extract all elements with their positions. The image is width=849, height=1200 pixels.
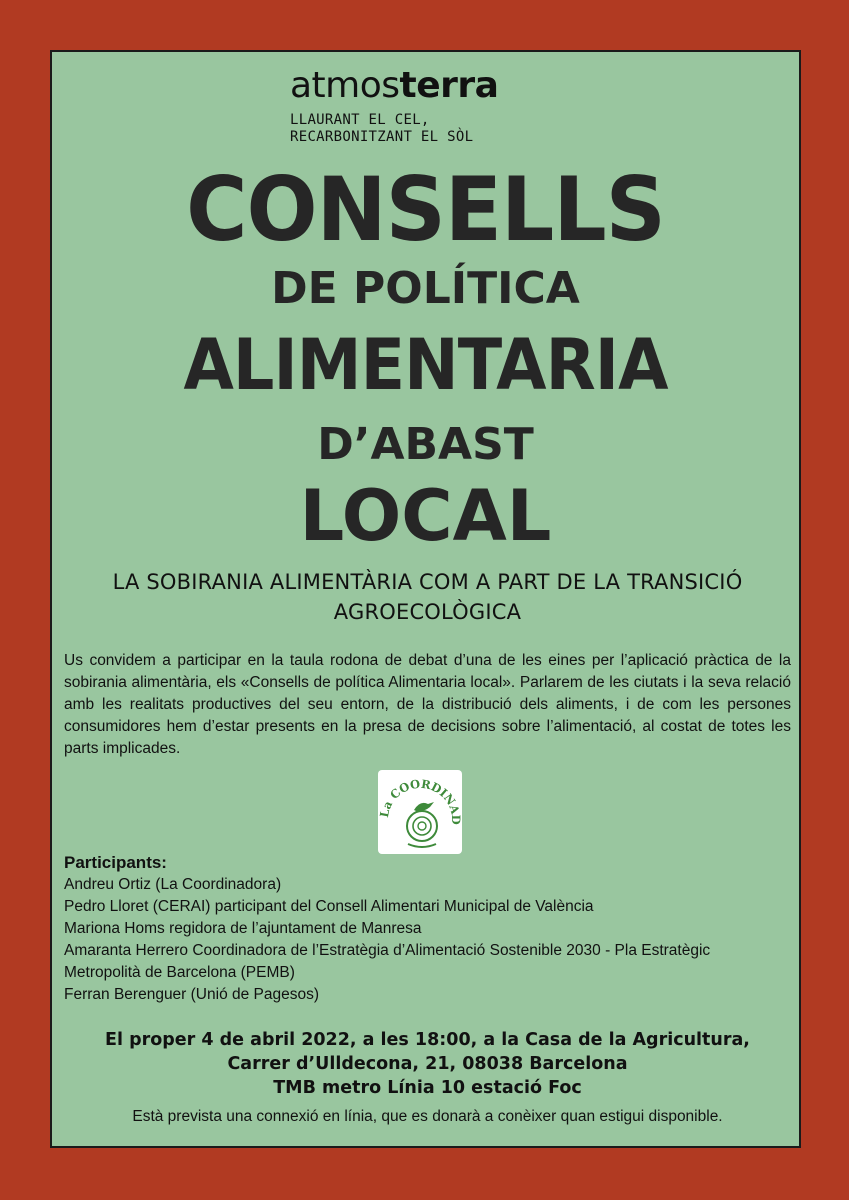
atmosterra-logo	[290, 66, 498, 106]
poster-panel	[50, 50, 801, 1148]
seal-text: La COORDINAD	[378, 776, 462, 825]
participant-item: Mariona Homs regidora de l’ajuntament de Manresa	[64, 920, 422, 937]
participants-list	[64, 874, 791, 1006]
title-line-4: D’ABAST	[317, 419, 534, 470]
coordinadora-seal-graphic	[378, 770, 462, 854]
title-line-5: LOCAL	[299, 475, 552, 557]
title-line-2: DE POLÍTICA	[271, 263, 580, 314]
participants-heading: Participants:	[64, 853, 167, 872]
event-line-3: TMB metro Línia 10 estació Foc	[273, 1078, 582, 1098]
coordinadora-seal-icon	[378, 770, 462, 854]
participant-item: Pedro Lloret (CERAI) participant del Consell Alimentari Municipal de València	[64, 898, 594, 915]
subtitle	[62, 567, 793, 627]
event-line-2: Carrer d’Ulldecona, 21, 08038 Barcelona	[227, 1054, 628, 1074]
tagline-line-1: LLAURANT EL CEL,	[290, 112, 430, 128]
event-line-1: El proper 4 de abril 2022, a les 18:00, a la Casa de la Agricultura,	[105, 1030, 750, 1050]
logo-part-2: terra	[399, 65, 499, 106]
title-line-1: CONSELLS	[186, 158, 665, 261]
subtitle-line-1: LA SOBIRANIA ALIMENTÀRIA COM A PART DE LA TRANSICIÓ	[112, 570, 743, 594]
participants-section	[64, 852, 791, 1006]
tagline-line-2: RECARBONITZANT EL SÒL	[290, 129, 474, 145]
event-details	[60, 1028, 795, 1100]
title-line-3: ALIMENTARIA	[183, 324, 668, 406]
tagline	[290, 112, 473, 146]
online-note: Està prevista una connexió en línia, que es donarà a conèixer quan estigui disponible.	[132, 1108, 723, 1125]
intro-paragraph: Us convidem a participar en la taula rodona de debat d’una de les eines per l’aplicació pràctica de la sobirania alimentària, els «Consells de política Alimentaria local». Parlarem de les ciutats i la seva relació amb les realitats productives del seu entorn, de la distribució dels aliments, i de com les persones consumidores hem d’estar presents en la presa de decisions sobre l’alimentació, al costat de totes les parts implicades.	[64, 652, 791, 757]
participant-item: Andreu Ortiz (La Coordinadora)	[64, 876, 282, 893]
participant-item: Ferran Berenguer (Unió de Pagesos)	[64, 986, 320, 1003]
participant-item: Amaranta Herrero Coordinadora de l’Estratègia d’Alimentació Sostenible 2030 - Pla Estratègic Metropolità de Barcelona (PEMB)	[64, 942, 711, 981]
subtitle-line-2: AGROECOLÒGICA	[333, 600, 522, 624]
logo-part-1: atmos	[290, 65, 400, 106]
